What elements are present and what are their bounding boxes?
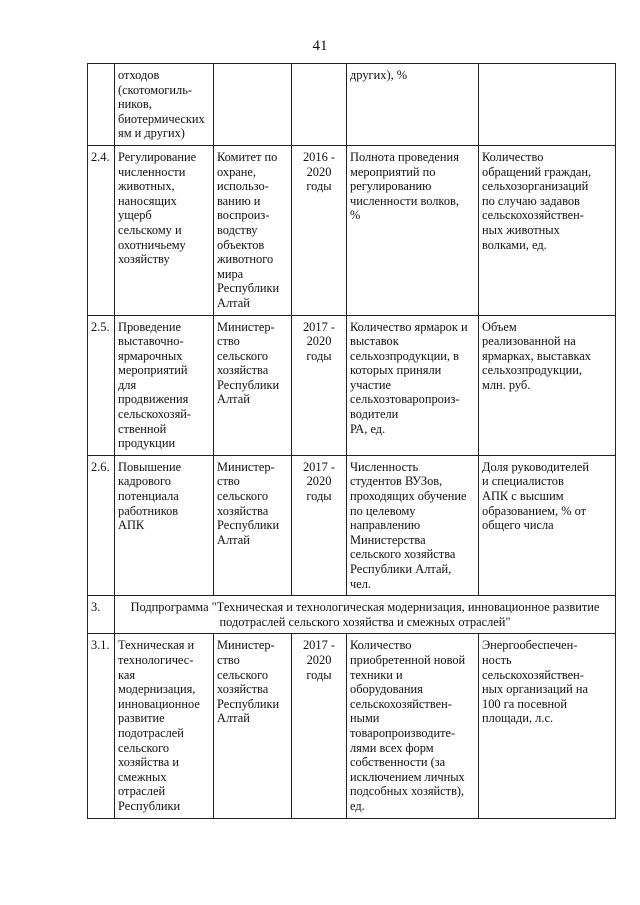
table-row [88,634,616,818]
period: 2016 - 2020 годы [292,145,347,315]
period: 2017 - 2020 годы [292,455,347,595]
program-table [87,63,616,819]
result: Количество обращений граждан, сельхозорганизаций по случаю задавов сельскохозяйствен- ных животных волками, ед. [479,145,616,315]
activity-name: Проведение выставочно- ярмарочных мероприятий для продвижения сельскохозяй- ственной продукции [115,315,214,455]
result: Энергообеспечен- ность сельскохозяйствен- ных организаций на 100 га посевной площади, л.с. [479,634,616,818]
period: 2017 - 2020 годы [292,634,347,818]
row-number [88,64,115,146]
indicator: Количество ярмарок и выставок сельхозпродукции, в которых приняли участие сельхозтоваропроиз- водители РА, ед. [347,315,479,455]
row-number: 2.4. [88,145,115,315]
subprogram-title: Подпрограмма "Техническая и технологическая модернизация, инновационное развитие подотраслей сельского хозяйства и смежных отраслей" [115,596,616,634]
activity-name: Техническая и технологичес- кая модернизация, инновационное развитие подотраслей сельского хозяйства и смежных отраслей Республики [115,634,214,818]
table-row [88,455,616,595]
table-row [88,145,616,315]
activity-name: отходов (скотомогиль- ников, биотермических ям и других) [115,64,214,146]
executor: Министер- ство сельского хозяйства Республики Алтай [214,455,292,595]
period [292,64,347,146]
executor: Министер- ство сельского хозяйства Республики Алтай [214,634,292,818]
executor: Комитет по охране, использо- ванию и воспроиз- водству объектов животного мира Республики Алтай [214,145,292,315]
row-number: 2.5. [88,315,115,455]
result: Объем реализованной на ярмарках, выставках сельхозпродукции, млн. руб. [479,315,616,455]
table-row [88,64,616,146]
row-number: 3. [88,596,115,634]
activity-name: Регулирование численности животных, наносящих ущерб сельскому и охотничьему хозяйству [115,145,214,315]
result [479,64,616,146]
activity-name: Повышение кадрового потенциала работников АПК [115,455,214,595]
executor [214,64,292,146]
indicator: Полнота проведения мероприятий по регулированию численности волков, % [347,145,479,315]
table-row [88,315,616,455]
row-number: 2.6. [88,455,115,595]
period: 2017 - 2020 годы [292,315,347,455]
executor: Министер- ство сельского хозяйства Республики Алтай [214,315,292,455]
row-number: 3.1. [88,634,115,818]
subprogram-row [88,596,616,634]
indicator: Количество приобретенной новой техники и оборудования сельскохозяйствен- ными товаропроизводите- лями всех форм собственности (за исключением личных подсобных хозяйств), ед. [347,634,479,818]
indicator: Численность студентов ВУЗов, проходящих обучение по целевому направлению Министерства сельского хозяйства Республики Алтай, чел. [347,455,479,595]
indicator: других), % [347,64,479,146]
result: Доля руководителей и специалистов АПК с высшим образованием, % от общего числа [479,455,616,595]
page-number: 41 [312,38,328,54]
